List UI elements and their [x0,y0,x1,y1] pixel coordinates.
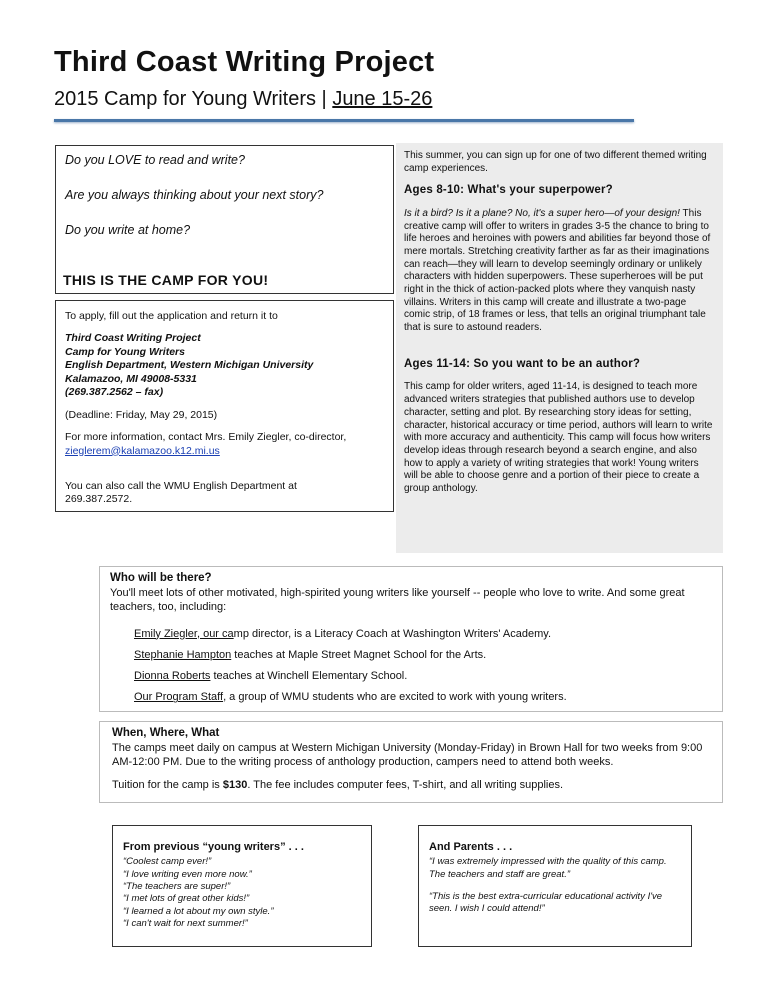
teacher-name[interactable]: Emily Ziegler, our ca [134,627,234,640]
subtitle-dates: June 15-26 [332,88,433,110]
teacher-desc: mp director, is a Literacy Coach at Washington Writers' Academy. [233,627,552,640]
when-heading: When, Where, What [112,727,220,739]
teacher-name[interactable]: Dionna Roberts [134,670,211,683]
teacher-desc: teaches at Winchell Elementary School. [210,670,408,683]
parents-heading: And Parents . . . [429,841,513,853]
phone-text: You can also call the WMU English Department at [65,479,297,492]
phone-info [65,480,384,507]
teacher-name[interactable]: Stephanie Hampton [134,648,232,661]
title-rule [54,119,634,122]
parents-quotes [429,856,681,915]
teacher-item [134,669,712,683]
contact-info [65,431,384,458]
question-story: Are you always thinking about your next story? [65,188,324,202]
ages-8-10-description [404,208,715,335]
teacher-item [134,648,712,662]
previous-heading: From previous “young writers” . . . [123,841,304,853]
deadline: (Deadline: Friday, May 29, 2015) [65,408,218,421]
page-subtitle [54,88,432,111]
quote: “I was extremely impressed with the quality of this camp. The teachers and staff are great.” [429,856,667,880]
quote: “I met lots of great other kids!” [123,893,250,905]
phone-number: 269.387.2572. [65,493,133,506]
quote: “The teachers are super!” [123,880,231,892]
questions-box [55,145,394,294]
camps-panel [396,143,723,553]
tuition-post: . The fee includes computer fees, T-shirt, and all writing supplies. [247,778,564,791]
address-line: (269.387.2562 – fax) [65,386,164,399]
teacher-item [134,627,712,641]
address-line: English Department, Western Michigan University [65,359,314,372]
tuition-pre: Tuition for the camp is [112,778,223,791]
quote: “This is the best extra-curricular educational activity I've seen. I wish I could attend!” [429,890,663,915]
ages-8-10-heading: Ages 8-10: What's your superpower? [404,184,613,197]
previous-writers-box [112,825,372,947]
ages-11-14-heading: Ages 11-14: So you want to be an author? [404,357,641,370]
question-love: Do you LOVE to read and write? [65,153,245,167]
when-body: The camps meet daily on campus at Western Michigan University (Monday-Friday) in Brown Hall for two weeks from 9:00 AM-12:00 PM. Due to the writing process of anthology production, campers need to attend both weeks. [112,741,703,769]
previous-quotes [123,856,361,930]
when-section [99,721,723,803]
teacher-name[interactable]: Our Program Staff [134,691,224,704]
address-line: Kalamazoo, MI 49008-5331 [65,372,197,385]
ages-8-10-lead: Is it a bird? Is it a plane? No, it's a super hero—of your design! [404,207,680,219]
question-home: Do you write at home? [65,223,191,237]
apply-box [55,300,394,512]
ages-8-10-body: This creative camp will offer to writers in grades 3-5 the chance to bring to life heroes and heroines with powers and abilities far beyond those of mere mortals. Stretching creativity farther as far as their imaginations can reach—they will learn to develop seemingly ordinary or unlikely characters with hidden superpowers. These superheroes will be put right in the thick of action-packed plots where they vanquish nasty villains. Writers in this camp will create and illustrate a two-page comic strip, of 18 frames or less, that tells an original triumphant tale that is sure to astound readers. [404,207,711,334]
quote: “I learned a lot about my own style.” [123,905,274,917]
parents-box [418,825,692,947]
quote: “I can't wait for next summer!” [123,918,248,930]
page-title: Third Coast Writing Project [54,46,435,78]
tuition-info [112,778,710,792]
teacher-list [134,627,712,705]
who-body: You'll meet lots of other motivated, high-spirited young writers like yourself -- people who love to write. And some great teachers, too, including: [110,586,685,614]
teacher-desc: teaches at Maple Street Magnet School for the Arts. [231,648,487,661]
email-link[interactable]: zieglerem@kalamazoo.k12.mi.us [65,444,220,457]
quote: “Coolest camp ever!” [123,856,212,868]
ages-11-14-description: This camp for older writers, aged 11-14, is designed to teach more advanced writers strategies that published authors use to develop character, setting and plot. By researching story ideas for setting, character, historical accuracy or time period, authors will learn to write with more accuracy and authenticity. This camp will focus how writers develop ideas through research beyond a search engine, and also how to apply a variety of writing strategies that work! Young writers will be able to choose genre and a portion of their piece to create a group anthology. [404,381,713,494]
camps-intro: This summer, you can sign up for one of two different themed writing camp experiences. [404,150,707,174]
teacher-desc: , a group of WMU students who are excited to work with young writers. [223,691,567,704]
contact-text: For more information, contact Mrs. Emily Ziegler, co-director, [65,431,347,444]
address-line: Third Coast Writing Project [65,332,201,345]
subtitle-main: 2015 Camp for Young Writers | [54,88,333,110]
address-line: Camp for Young Writers [65,345,185,358]
quote: “I love writing even more now.” [123,868,252,880]
teacher-item [134,690,712,704]
tuition-amount: $130 [222,778,248,791]
who-heading: Who will be there? [110,572,212,584]
camp-cta: THIS IS THE CAMP FOR YOU! [63,272,269,288]
apply-intro: To apply, fill out the application and return it to [65,310,278,322]
who-section [99,566,723,712]
mailing-address [65,332,384,399]
